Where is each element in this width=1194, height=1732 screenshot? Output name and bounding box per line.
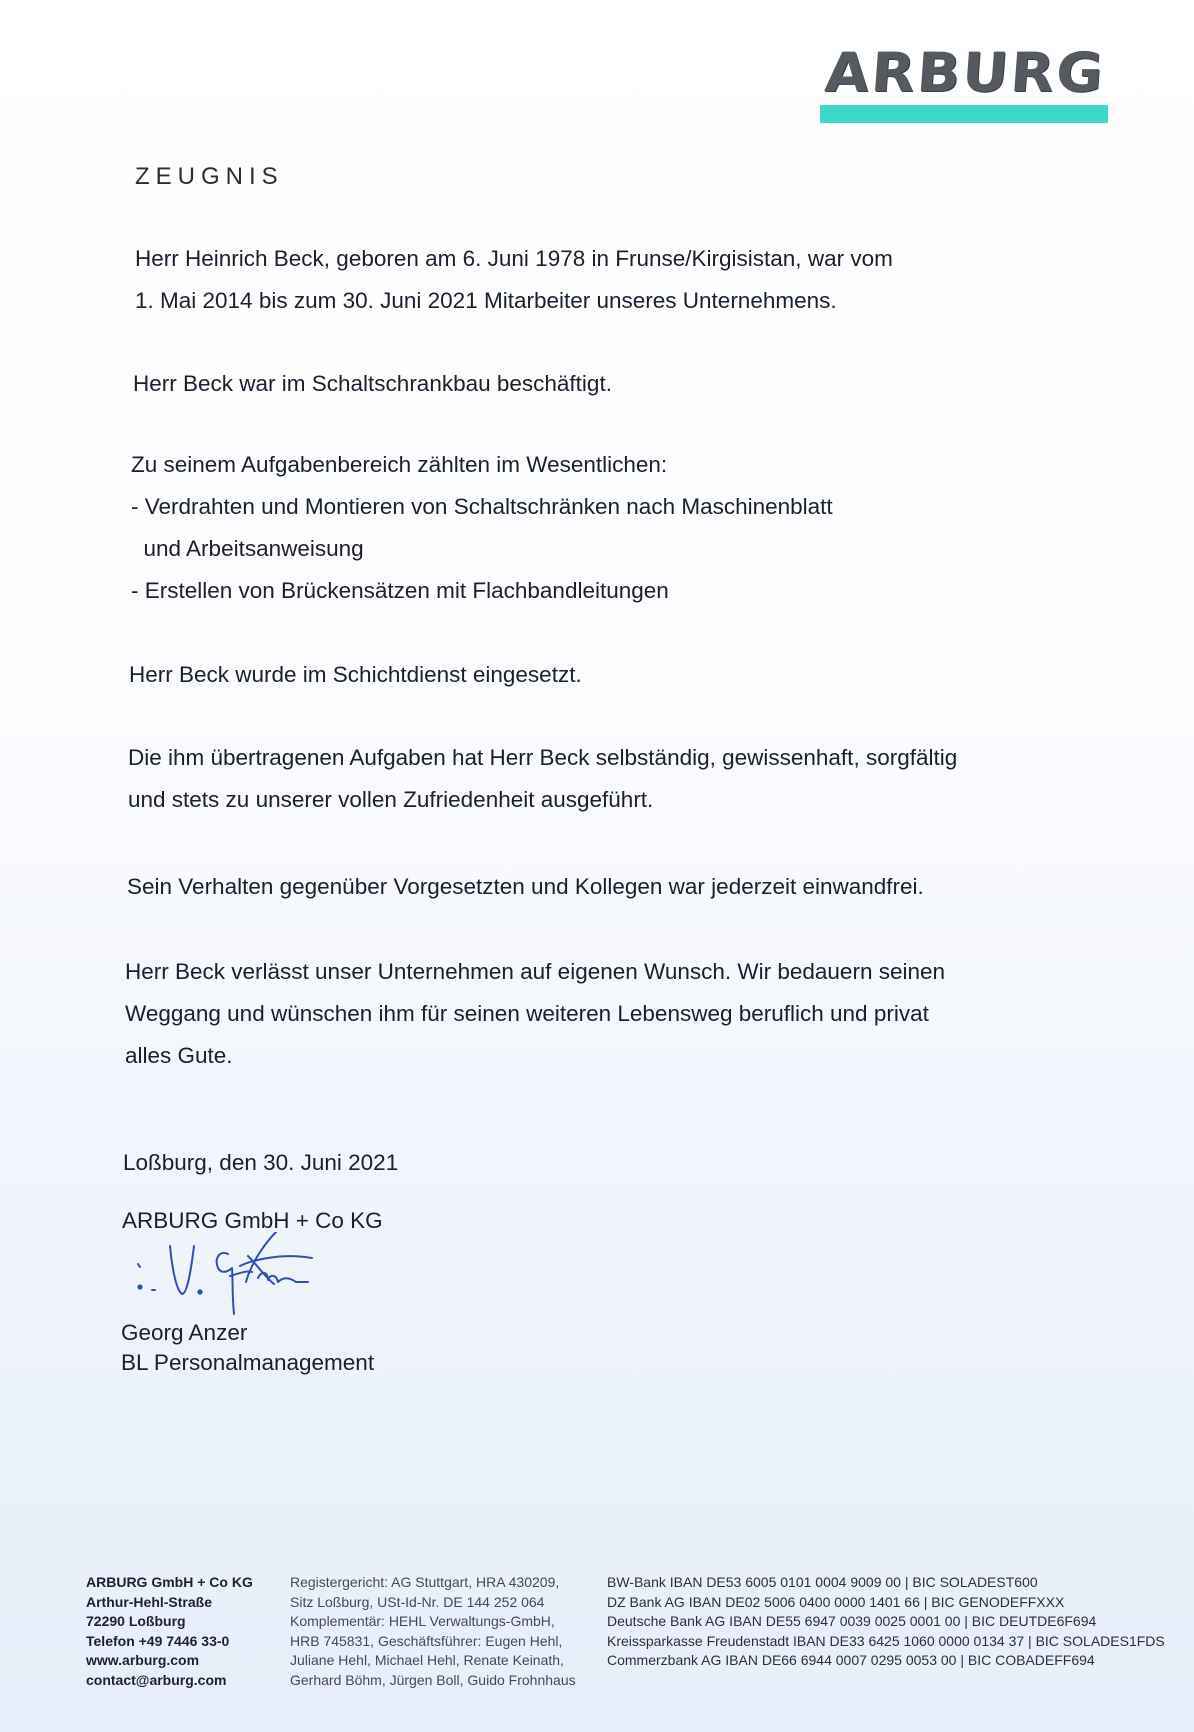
paragraph-conduct (127, 866, 924, 908)
footer-line: Komplementär: HEHL Verwaltungs-GmbH, (290, 1613, 555, 1629)
text-line: Herr Beck wurde im Schichtdienst eingesetzt. (129, 662, 582, 687)
text-line: und stets zu unserer vollen Zufriedenheit ausgeführt. (128, 787, 654, 812)
text-line: 1. Mai 2014 bis zum 30. Juni 2021 Mitarbeiter unseres Unternehmens. (135, 288, 837, 313)
paragraph-tasks (131, 444, 833, 612)
bank-line: Commerzbank AG IBAN DE66 6944 0007 0295 0053 00 | BIC COBADEFF694 (607, 1652, 1095, 1668)
footer-line: 72290 Loßburg (86, 1613, 186, 1629)
footer-address (86, 1573, 253, 1690)
paragraph-intro (135, 238, 893, 322)
footer-line: HRB 745831, Geschäftsführer: Eugen Hehl, (290, 1632, 563, 1649)
text-line: Loßburg, den 30. Juni 2021 (123, 1150, 399, 1175)
paragraph-performance (128, 737, 957, 821)
arburg-logo (820, 41, 1110, 124)
text-line: alles Gute. (125, 1043, 233, 1068)
footer-line: Arthur-Hehl-Straße (86, 1593, 213, 1610)
footer-banks (607, 1573, 1165, 1671)
footer-line: ARBURG GmbH + Co KG (86, 1574, 253, 1590)
document-title: ZEUGNIS (135, 163, 284, 190)
place-date (123, 1142, 398, 1184)
paragraph-shift (129, 654, 582, 696)
text-line: Herr Beck verlässt unser Unternehmen auf eigenen Wunsch. Wir bedauern seinen (125, 959, 946, 984)
text-line: Sein Verhalten gegenüber Vorgesetzten und Kollegen war jederzeit einwandfrei. (127, 874, 924, 899)
footer-line: Telefon +49 7446 33-0 (86, 1632, 230, 1649)
logo-accent-bar (820, 105, 1108, 123)
signature (128, 1232, 338, 1322)
footer-line: Gerhard Böhm, Jürgen Boll, Guido Frohnhaus (290, 1671, 576, 1688)
signer-block (121, 1318, 374, 1378)
footer-line: Registergericht: AG Stuttgart, HRA 430209, (290, 1574, 560, 1590)
task-item-continuation: und Arbeitsanweisung (131, 536, 364, 561)
logo-wordmark: ARBURG (822, 41, 1108, 104)
paragraph-department (133, 363, 612, 405)
task-item: - Erstellen von Brückensätzen mit Flachbandleitungen (131, 578, 669, 603)
paragraph-farewell (125, 951, 945, 1077)
text-line: Weggang und wünschen ihm für seinen weiteren Lebensweg beruflich und privat (125, 1001, 929, 1026)
text-line: Zu seinem Aufgabenbereich zählten im Wesentlichen: (131, 452, 668, 477)
bank-line: Kreissparkasse Freudenstadt IBAN DE33 6425 1060 0000 0134 37 | BIC SOLADES1FDS (607, 1632, 1165, 1649)
footer-email[interactable]: contact@arburg.com (86, 1671, 227, 1688)
signer-name: Georg Anzer (121, 1320, 248, 1345)
footer-line: Juliane Hehl, Michael Hehl, Renate Keinath, (290, 1652, 564, 1668)
footer-line: Sitz Loßburg, USt-Id-Nr. DE 144 252 064 (290, 1593, 545, 1610)
signer-title: BL Personalmanagement (121, 1350, 375, 1375)
bank-line: Deutsche Bank AG IBAN DE55 6947 0039 0025 0001 00 | BIC DEUTDE6F694 (607, 1613, 1097, 1629)
text-line: Herr Heinrich Beck, geboren am 6. Juni 1978 in Frunse/Kirgisistan, war vom (135, 246, 893, 271)
text-line: Die ihm übertragenen Aufgaben hat Herr Beck selbständig, gewissenhaft, sorgfältig (128, 745, 958, 770)
bank-line: BW-Bank IBAN DE53 6005 0101 0004 9009 00 | BIC SOLADEST600 (607, 1574, 1038, 1590)
text-line: Herr Beck war im Schaltschrankbau beschäftigt. (133, 371, 612, 396)
footer-legal (290, 1573, 576, 1690)
task-item: - Verdrahten und Montieren von Schaltschränken nach Maschinenblatt (131, 494, 833, 519)
footer-website[interactable]: www.arburg.com (86, 1652, 200, 1668)
bank-line: DZ Bank AG IBAN DE02 5006 0400 0000 1401 66 | BIC GENODEFFXXX (607, 1593, 1065, 1610)
text-line: ARBURG GmbH + Co KG (122, 1208, 383, 1233)
